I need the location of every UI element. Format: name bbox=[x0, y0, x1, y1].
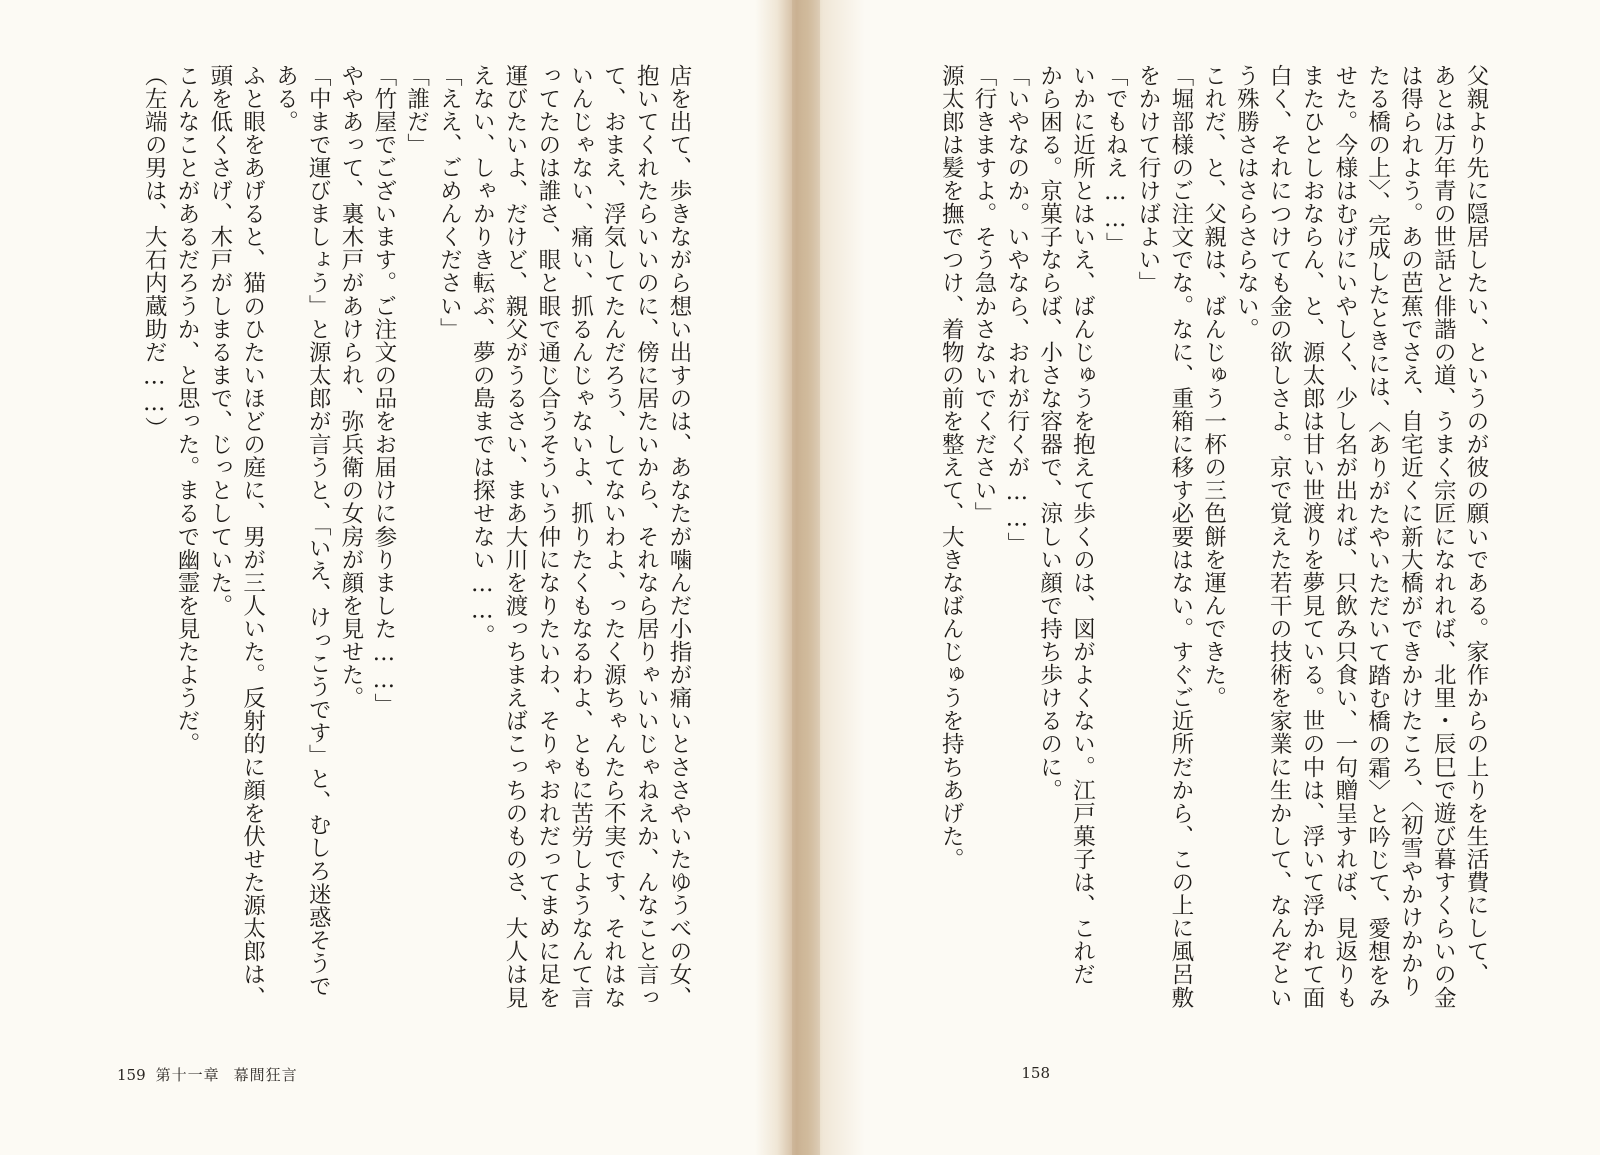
text-line: 「いやなのか。いやなら、おれが行くが……」 bbox=[1003, 64, 1030, 556]
text-line: こんなことがあるだろうか、と思った。まるで幽霊を見たようだ。 bbox=[174, 64, 201, 756]
text-line: 「堀部様のご注文でな。なに、重箱に移す必要はない。すぐご近所だから、この上に風呂敷 bbox=[1167, 64, 1194, 1010]
text-line: ある。 bbox=[272, 64, 299, 134]
text-line: たる橋の上〉、完成したときには、〈ありがたやいただいて踏む橋の霜〉と吟じて、愛想をみ bbox=[1364, 64, 1391, 1010]
text-line: う殊勝さはさらさらない。 bbox=[1233, 64, 1260, 341]
right-page-text bbox=[934, 64, 1492, 1014]
text-line: せた。今様はむげにいやしく、少し名が出れば、只飲み只食い、一句贈呈すれば、見返りも bbox=[1331, 64, 1358, 1010]
text-line: 「竹屋でございます。ご注文の品をお届けに参りました……」 bbox=[370, 64, 397, 717]
text-line: いかに近所とはいえ、ばんじゅうを抱えて歩くのは、図がよくない。江戸菓子は、これだ bbox=[1069, 64, 1096, 986]
text-line: いんじゃない、痛い、抓るんじゃないよ、抓りたくもなるわよ、ともに苦労しようなんて言 bbox=[567, 64, 594, 1010]
text-line: ややあって、裏木戸があけられ、弥兵衛の女房が顔を見せた。 bbox=[338, 64, 365, 710]
text-line: 頭を低くさげ、木戸がしまるまで、じっとしていた。 bbox=[206, 64, 233, 618]
text-line: 「ええ、ごめんください」 bbox=[436, 64, 463, 341]
right-page bbox=[800, 0, 1600, 1155]
left-page-footer bbox=[117, 1064, 298, 1085]
text-line: （左端の男は、大石内蔵助だ……） bbox=[141, 64, 168, 440]
text-line: ってたのは誰さ、眼と眼で通じ合うそういう仲になりたいわ、そりゃおれだってまめに足を bbox=[534, 64, 561, 1010]
text-line: から困る。京菓子ならば、小さな容器で、涼しい顔で持ち歩けるのに。 bbox=[1036, 64, 1063, 802]
text-line: 「中まで運びましょう」と源太郎が言うと、「いえ、けっこうです」と、むしろ迷惑そうで bbox=[305, 64, 332, 998]
text-line: またひとしおならん、と、源太郎は甘い世渡りを夢見ている。世の中は、浮いて浮かれて面 bbox=[1299, 64, 1326, 1010]
text-line: 「誰だ」 bbox=[403, 64, 430, 157]
text-line: 「でもねえ……」 bbox=[1102, 64, 1129, 256]
text-line: あとは万年青の世話と俳諧の道、うまく宗匠になれれば、北里・辰巳で遊び暮すくらいの金 bbox=[1430, 64, 1457, 1010]
text-line: をかけて行けばよい」 bbox=[1135, 64, 1162, 295]
left-page-text bbox=[137, 64, 695, 1014]
text-line: ふと眼をあげると、猫のひたいほどの庭に、男が三人いた。反射的に顔を伏せた源太郎は、 bbox=[239, 64, 266, 1010]
text-line: て、おまえ、浮気してたんだろう、してないわよ、ったく源ちゃんたら不実です、それはな bbox=[600, 64, 627, 1010]
chapter-title: 幕間狂言 bbox=[233, 1066, 298, 1084]
page-number: 159 bbox=[117, 1066, 146, 1084]
right-page-footer bbox=[1021, 1064, 1060, 1082]
text-line: 店を出て、歩きながら想い出すのは、あなたが噛んだ小指が痛いとささやいたゆうべの女、 bbox=[666, 64, 692, 1010]
chapter-label: 第十一章 bbox=[155, 1066, 220, 1084]
page-number: 158 bbox=[1021, 1064, 1050, 1082]
text-line: これだ、と、父親は、ばんじゅう一杯の三色餅を運んできた。 bbox=[1200, 64, 1227, 710]
text-line: えない、しゃかりき転ぶ、夢の島までは探せない……。 bbox=[469, 64, 496, 648]
text-line: 抱いてくれたらいいのに、傍に居たいから、それなら居りゃいいじゃねえか、んなこと言っ bbox=[633, 64, 660, 1010]
text-line: は得られよう。あの芭蕉でさえ、自宅近くに新大橋ができかけたころ、〈初雪やかけかかり bbox=[1397, 64, 1424, 998]
text-line: 父親より先に隠居したい、というのが彼の願いである。家作からの上りを生活費にして、 bbox=[1463, 64, 1489, 986]
text-line: 白く、それにつけても金の欲しさよ。京で覚えた若干の技術を家業に生かして、なんぞとい bbox=[1266, 64, 1293, 1010]
text-line: 「行きますよ。そう急かさないでください」 bbox=[971, 64, 998, 525]
text-line: 運びたいよ、だけど、親父がうるさい、まあ大川を渡っちまえばこっちのものさ、大人は見 bbox=[502, 64, 529, 1010]
text-line: 源太郎は髪を撫でつけ、着物の前を整えて、大きなばんじゅうを持ちあげた。 bbox=[938, 64, 965, 871]
